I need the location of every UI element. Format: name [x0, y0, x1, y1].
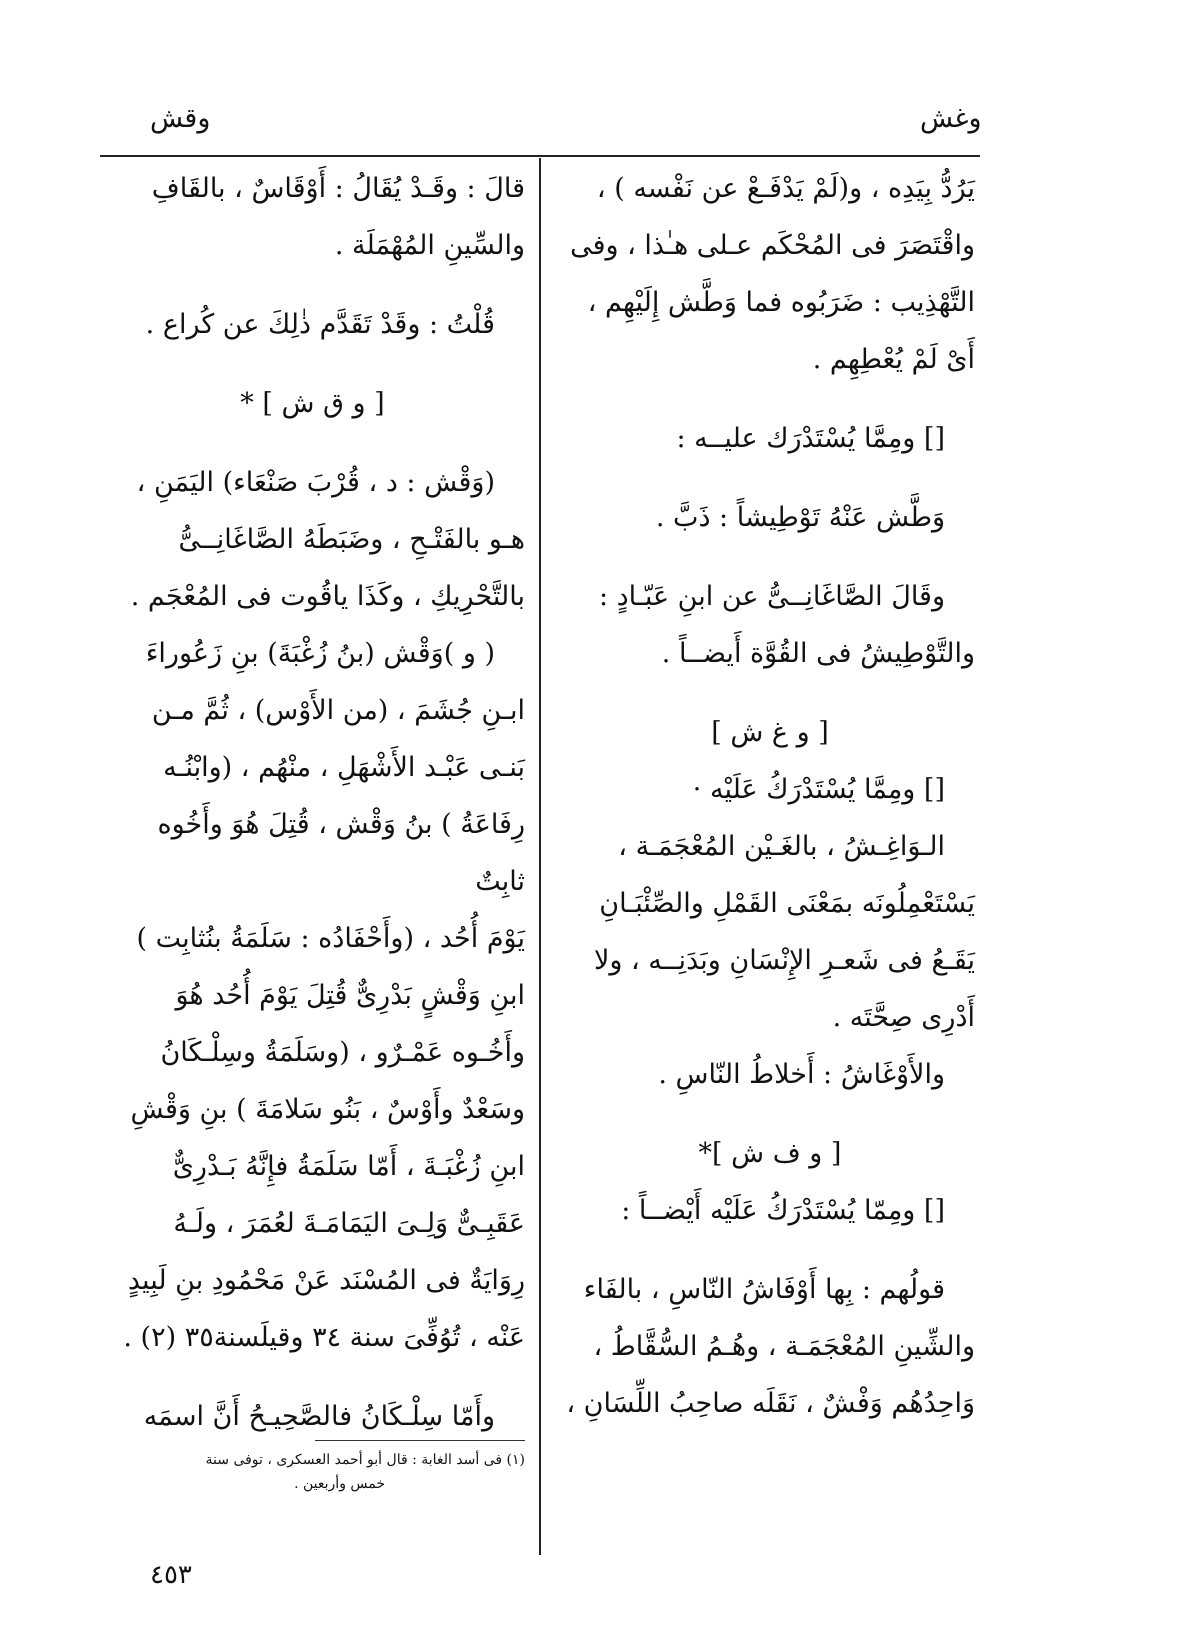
header-rule	[100, 155, 980, 157]
text-line: وَطَّش عَنْهُ تَوْطِيشاً : ذَبَّ .	[655, 502, 945, 533]
spacer	[100, 353, 525, 375]
text-line: قُلْتُ : وقَدْ تَقَدَّم ذٰلِكَ عن كُراع .	[145, 309, 495, 340]
footnote-line: (١) فى أسد الغابة : قال أبو أحمد العسكرى ، توفى سنة	[205, 1452, 525, 1468]
text-line: وأَمّا سِلْـكَانُ فالصَّحِيـحُ أَنَّ اسمَه	[143, 1401, 495, 1432]
text-line: واقْتَصَرَ فى المُحْكَم عـلى هـٰذا ، وفى	[570, 230, 975, 261]
text-line: قالَ : وقَـدْ يُقَالُ : أَوْقَاسٌ ، بالقَافِ	[151, 173, 525, 204]
spacer	[565, 682, 975, 704]
text-line: وقَالَ الصَّاغَانِــىُّ عن ابنِ عَبّـادٍ :	[598, 581, 945, 612]
header-right-keyword: وغش	[920, 103, 982, 134]
text-line: [] ومِمّا يُسْتَدْرَكُ عَلَيْه أَيْضــاً :	[621, 1195, 945, 1226]
text-line: أَدْرِى صِحَّتَه .	[832, 1002, 975, 1033]
text-line: عَنْه ، تُوُفِّىَ سنة ٣٤ وقيلَسنة٣٥ (٢) .	[123, 1322, 525, 1353]
text-line: وَاحِدُهُم وَفْشٌ ، نَقَلَه صاحِبُ اللِّسَانِ ،	[566, 1388, 975, 1419]
text-line: الـوَاغِـشُ ، بالغَـيْن المُعْجَمَـة ،	[618, 831, 945, 862]
footnote-rule	[315, 1440, 525, 1441]
text-line: يَوْمَ أُحُد ، (وأَحْفَادُه : سَلَمَةُ بنُثابِت )	[136, 923, 525, 954]
header-left-keyword: وقش	[150, 103, 211, 134]
text-line: هـو بالفَتْـحِ ، وضَبَطَهُ الصَّاغَانِــىُّ	[178, 524, 525, 555]
entry-heading: [ و غ ش ]	[711, 717, 829, 748]
spacer	[565, 546, 975, 568]
text-line: ( و )وَقْش (بنُ زُغْبَةَ) بنِ زَعُوراءَ	[145, 638, 495, 669]
text-line: بالتَّحْرِيكِ ، وكَذَا ياقُوت فى المُعْجَم .	[130, 581, 525, 612]
text-line: يَقَـعُ فى شَعـرِ الإِنْسَانِ وبَدَنِــه ، ولا	[593, 945, 975, 976]
spacer	[565, 467, 975, 489]
left-column	[100, 160, 525, 1445]
spacer	[100, 432, 525, 454]
entry-heading: [ و ف ش ]*	[698, 1138, 842, 1169]
text-line: ابـنِ جُشَمَ ، (من الأَوْس) ، ثُمَّ مـن	[151, 695, 525, 726]
text-line: أَىْ لَمْ يُعْطِهِم .	[812, 344, 975, 375]
text-line: ابنِ وَقْشٍ بَدْرِىٌّ قُتِلَ يَوْمَ أُحُد هُوَ	[175, 980, 525, 1011]
text-line: والأَوْغَاشُ : أَخلاطُ النّاسِ .	[658, 1059, 945, 1090]
text-line: عَقَبِـىٌّ وَلِـىَ اليَمَامَـةَ لعُمَرَ ، ولَـهُ	[173, 1208, 525, 1239]
text-line: ابنِ زُغْبَـةَ ، أَمّا سَلَمَةُ فإِنَّهُ بَـدْرِىٌّ	[172, 1151, 525, 1182]
text-line: يَسْتَعْمِلُونَه بمَعْنَى القَمْلِ والصِّئْبَـانِ	[599, 888, 975, 919]
text-line: بَنـى عَبْـد الأَشْهَلِ ، منْهُم ، (وابْنُـه	[163, 752, 525, 783]
text-line: (وَقْش : د ، قُرْبَ صَنْعَاء) اليَمَنِ ،	[136, 467, 495, 498]
text-line: قولُهم : بِها أَوْفَاشُ النّاسِ ، بالفَاء	[583, 1274, 945, 1305]
entry-heading: [ و ق ش ] *	[240, 388, 385, 419]
text-line: [] ومِمَّا يُسْتَدْرَكُ عَلَيْه ·	[692, 774, 945, 805]
text-line: والشِّينِ المُعْجَمَـة ، وهُـمُ السُّقَّاطُ ،	[593, 1331, 975, 1362]
text-line: [] ومِمَّا يُسْتَدْرَك عليــه :	[676, 423, 945, 454]
footnote-line: خمس وأربعين .	[294, 1476, 385, 1492]
text-line: التَّهْذِيب : ضَرَبُوه فما وَطَّش إِلَيْهِم ،	[587, 287, 975, 318]
spacer	[100, 1366, 525, 1388]
text-line: رِوَايَةٌ فى المُسْنَد عَنْ مَحْمُودِ بنِ لَبِيدٍ	[127, 1265, 525, 1296]
text-line: والسِّينِ المُهْمَلَة .	[334, 230, 525, 261]
spacer	[565, 1239, 975, 1261]
right-column	[565, 160, 975, 1432]
text-line: وأَخُـوه عَمْـرٌو ، (وسَلَمَةُ وسِلْـكَانُ	[160, 1037, 525, 1068]
footnote	[100, 1448, 525, 1496]
text-line: رِفَاعَةُ ) بنُ وَقْش ، قُتِلَ هُوَ وأَخُوه ثابِتٌ	[157, 809, 525, 897]
text-line: يَرُدُّ بِيَدِه ، و(لَمْ يَدْفَـعْ عن نَفْسه ) ،	[596, 173, 975, 204]
column-divider	[539, 158, 541, 1555]
text-line: والتَّوْطِيشُ فى القُوَّة أَيضــاً .	[661, 638, 975, 669]
spacer	[565, 1103, 975, 1125]
page-number: ٤٥٣	[150, 1560, 192, 1590]
text-line: وسَعْدٌ وأَوْسٌ ، بَنُو سَلامَةَ ) بنِ وَقْشِ	[130, 1094, 525, 1125]
spacer	[100, 274, 525, 296]
spacer	[565, 388, 975, 410]
